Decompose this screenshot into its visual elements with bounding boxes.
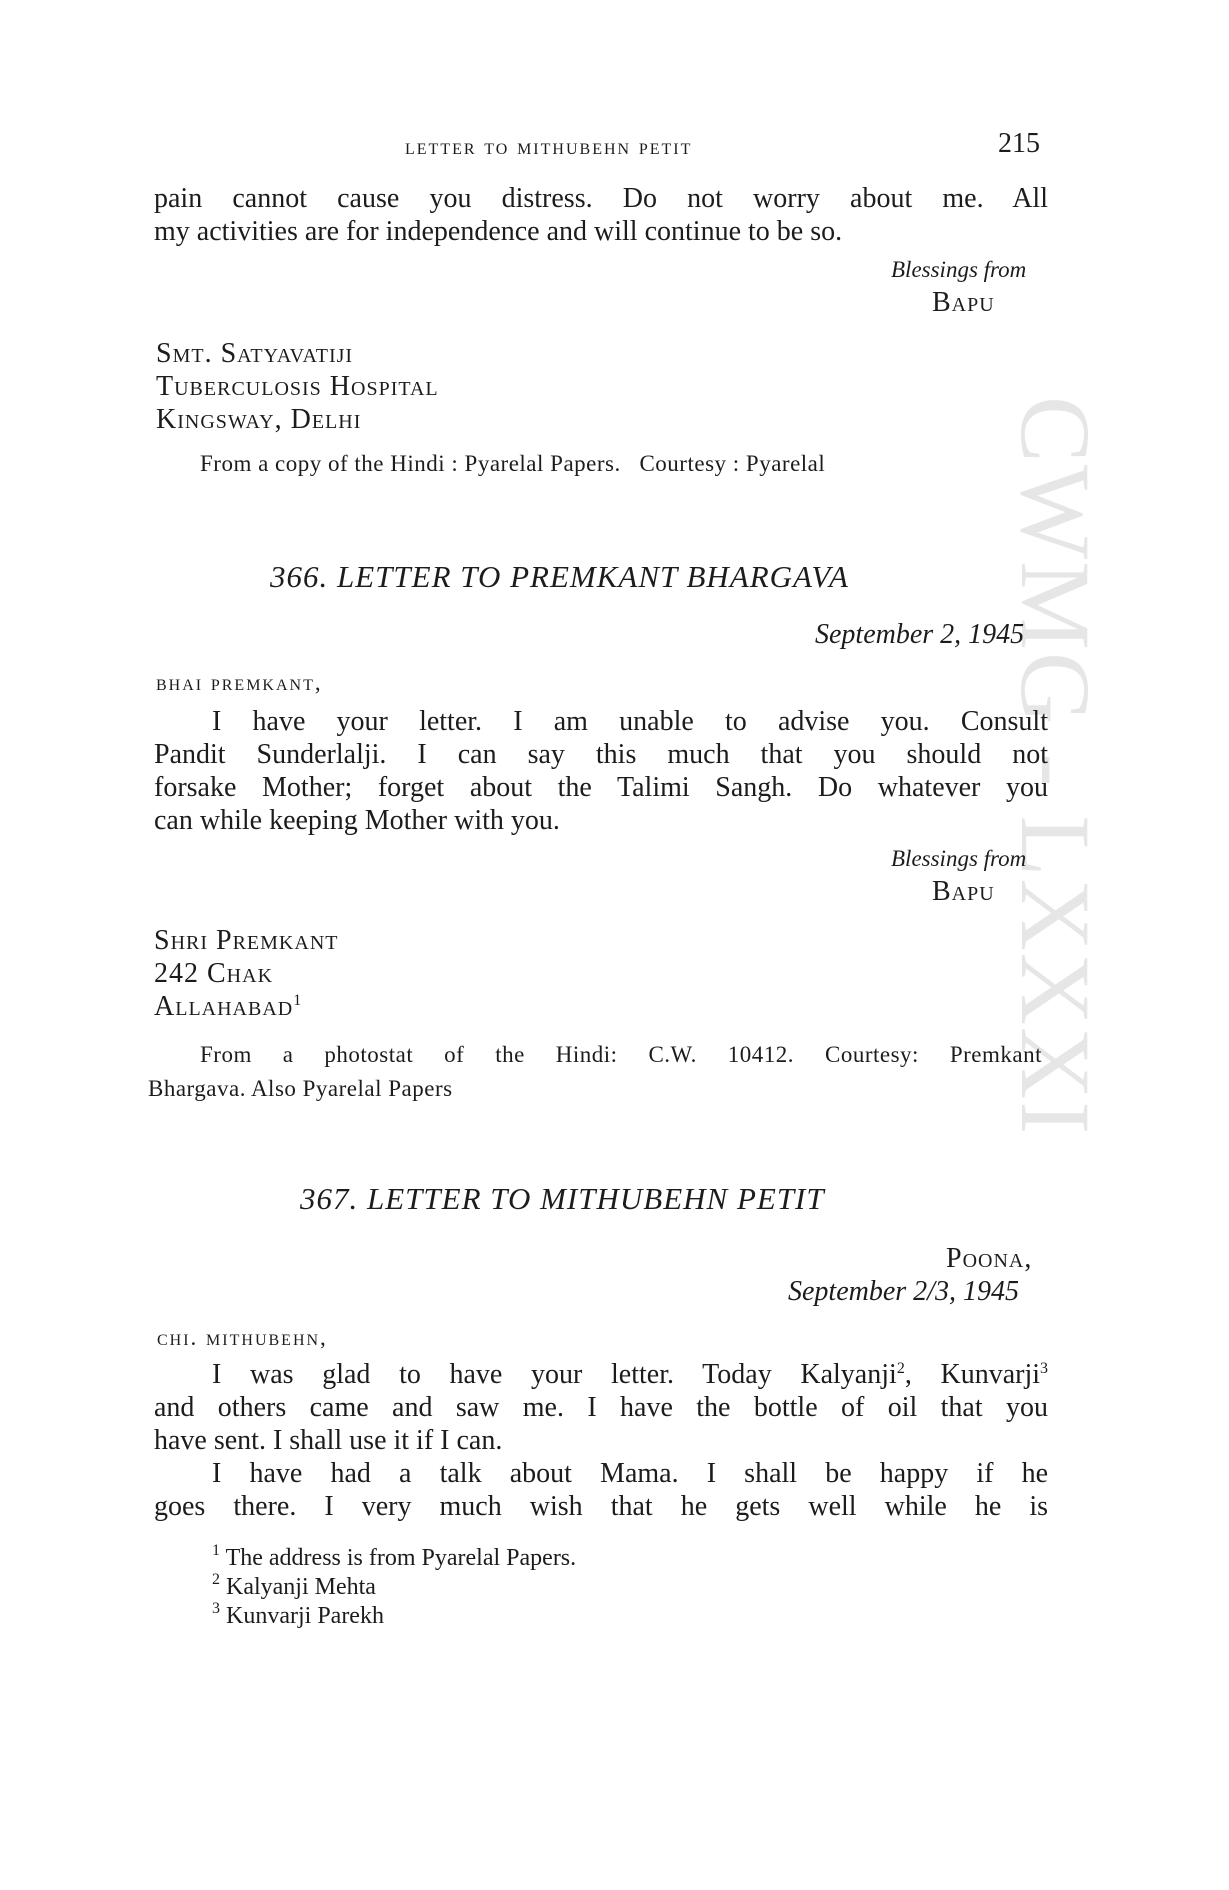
prev-letter-body [154, 182, 1048, 248]
text-line: have sent. I shall use it if I can. [154, 1425, 503, 1456]
source-note [148, 1038, 1042, 1106]
text-line: and others came and saw me. I have the bottle of oil that you [154, 1392, 1048, 1423]
letter-heading: 366. LETTER TO PREMKANT BHARGAVA [270, 559, 849, 594]
watermark: CWMG - LXXXI [1000, 396, 1111, 1137]
letter-367-body [154, 1358, 1048, 1523]
footnote-text: Kunvarji Parekh [226, 1603, 384, 1629]
text-line: my activities are for independence and will continue to be so. [154, 216, 843, 247]
text-line: I have your letter. I am unable to advise you. Consult [212, 706, 1048, 737]
text-line: forsake Mother; forget about the Talimi Sangh. Do whatever you [154, 772, 1048, 803]
signature: Bapu [932, 287, 995, 318]
footnote-text: Kalyanji Mehta [226, 1574, 376, 1600]
text-line: can while keeping Mother with you. [154, 805, 560, 836]
text-line: Pandit Sunderlalji. I can say this much that you should not [154, 739, 1048, 770]
footnote-mark: 2 [896, 1360, 905, 1377]
text-line: pain cannot cause you distress. Do not worry about me. All [154, 183, 1048, 214]
footnote-text: The address is from Pyarelal Papers. [225, 1545, 577, 1571]
address-line: Allahabad [154, 991, 294, 1022]
letter-366-body [154, 705, 1048, 837]
letter-place: Poona, [946, 1243, 1033, 1274]
text-line: I was glad to have your letter. Today Kalyanji$^2$, Kunvarji$^3$ [212, 1359, 1049, 1390]
address-line: Tuberculosis Hospital [156, 371, 439, 402]
footnote-mark: 3 [212, 1600, 220, 1617]
salutation: chi. mithubehn, [157, 1325, 328, 1350]
closing: Blessings from [891, 257, 1027, 282]
running-header: letter to mithubehn petit [405, 134, 693, 159]
address-line: Smt. Satyavatiji [156, 338, 354, 369]
signature: Bapu [932, 876, 995, 907]
footnote-mark: 1 [212, 1542, 220, 1559]
source-line: From a photostat of the Hindi: C.W. 10412. Courtesy: Premkant [200, 1042, 1042, 1067]
salutation: bhai premkant, [156, 670, 323, 695]
letter-date: September 2, 1945 [815, 619, 1025, 650]
footnote [212, 1600, 384, 1630]
footnote-mark: 1 [293, 992, 302, 1009]
footnote-mark: 2 [212, 1571, 220, 1588]
source-note: From a copy of the Hindi : Pyarelal Papers. Courtesy : Pyarelal [200, 451, 826, 476]
address-line: 242 Chak [154, 958, 274, 989]
letter-heading: 367. LETTER TO MITHUBEHN PETIT [300, 1181, 825, 1216]
footnote-mark: 3 [1040, 1360, 1049, 1377]
source-line: Bhargava. Also Pyarelal Papers [148, 1076, 453, 1101]
address-line: Shri Premkant [154, 925, 339, 956]
footnote [212, 1571, 376, 1601]
letter-date: September 2/3, 1945 [788, 1276, 1019, 1307]
text-line: I have had a talk about Mama. I shall be happy if he [212, 1458, 1048, 1489]
address-line: Kingsway, Delhi [156, 404, 362, 435]
footnote [212, 1542, 577, 1572]
page-number: 215 [998, 128, 1040, 159]
text-line: goes there. I very much wish that he gets well while he is [154, 1491, 1048, 1522]
address-line-with-footnote [154, 991, 301, 1023]
closing: Blessings from [891, 846, 1027, 871]
